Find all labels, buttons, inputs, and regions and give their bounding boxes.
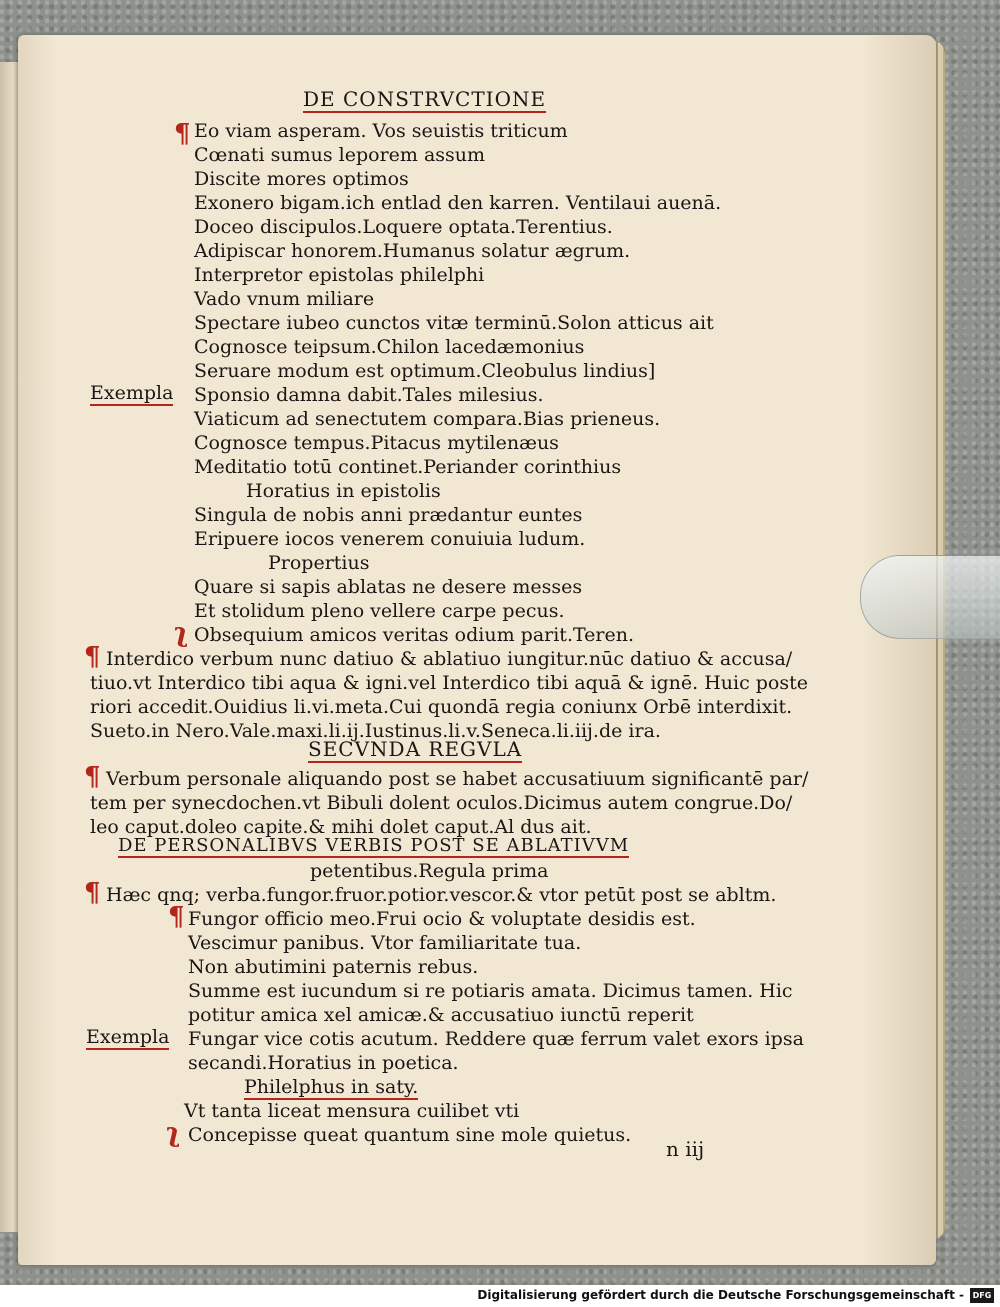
text-line: Seruare modum est optimum.Cleobulus lindius] bbox=[194, 360, 656, 382]
dfg-logo: DFG bbox=[970, 1288, 994, 1303]
text-line: Et stolidum pleno vellere carpe pecus. bbox=[194, 600, 565, 622]
text-line: Quare si sapis ablatas ne desere messes bbox=[194, 576, 583, 598]
source-heading bbox=[244, 1075, 418, 1099]
rubric-mark: ¶ bbox=[174, 119, 191, 149]
rubric-mark: ¶ bbox=[84, 762, 101, 792]
page-clip bbox=[860, 555, 1000, 639]
footer-bar bbox=[0, 1285, 1000, 1307]
text-line: Interpretor epistolas philelphi bbox=[194, 264, 485, 286]
text-line: Fungar vice cotis acutum. Reddere quæ ferrum valet exors ipsa bbox=[188, 1028, 804, 1050]
section-subheading: petentibus.Regula prima bbox=[310, 860, 549, 882]
paragraph-line: Interdico verbum nunc datiuo & ablatiuo iungitur.nūc datiuo & accusa/ bbox=[106, 648, 793, 670]
text-line: Non abutimini paternis rebus. bbox=[188, 956, 479, 978]
text-line: Spectare iubeo cunctos vitæ terminū.Solon atticus ait bbox=[194, 312, 714, 334]
text-line: Sponsio damna dabit.Tales milesius. bbox=[194, 384, 544, 406]
text-line: Eripuere iocos venerem conuiuia ludum. bbox=[194, 528, 586, 550]
text-line: Singula de nobis anni prædantur euntes bbox=[194, 504, 583, 526]
text-line: Exonero bigam.ich entlad den karren. Ventilaui auenā. bbox=[194, 192, 722, 214]
paragraph-line: riori accedit.Ouidius li.vi.meta.Cui quondā regia coniunx Orbē interdixit. bbox=[90, 696, 793, 718]
text-line: Vado vnum miliare bbox=[194, 288, 375, 310]
margin-label-exempla: Exempla bbox=[90, 382, 174, 404]
text-line: Adipiscar honorem.Humanus solatur ægrum. bbox=[194, 240, 631, 262]
page-heading bbox=[303, 87, 546, 111]
paragraph-line: tiuo.vt Interdico tibi aqua & igni.vel Interdico tibi aquā & ignē. Huic poste bbox=[90, 672, 808, 694]
text-line: Discite mores optimos bbox=[194, 168, 409, 190]
text-line: secandi.Horatius in poetica. bbox=[188, 1052, 459, 1074]
paragraph-line: Sueto.in Nero.Vale.maxi.li.ij.Iustinus.li.v.Seneca.li.iij.de ira. bbox=[90, 720, 661, 742]
paragraph-line: tem per synecdochen.vt Bibuli dolent oculos.Dicimus autem congrue.Do/ bbox=[90, 792, 793, 814]
book-page bbox=[18, 35, 936, 1265]
text-line: Vescimur panibus. Vtor familiaritate tua. bbox=[188, 932, 582, 954]
rubric-mark: ¶ bbox=[84, 642, 101, 672]
text-line: Meditatio totū continet.Periander corinthius bbox=[194, 456, 622, 478]
page-heading-text: DE CONSTRVCTIONE bbox=[303, 87, 547, 111]
rubric-mark: ¶ bbox=[168, 902, 185, 932]
text-line: Eo viam asperam. Vos seuistis triticum bbox=[194, 120, 568, 142]
paragraph-line: Hæc qnq; verba.fungor.fruor.potior.vescor.& vtor petūt post se abltm. bbox=[106, 884, 777, 906]
text-line: Concepisse queat quantum sine mole quietus. bbox=[188, 1124, 632, 1146]
text-line: Vt tanta liceat mensura cuilibet vti bbox=[184, 1100, 520, 1122]
section-heading-text: DE PERSONALIBVS VERBIS POST SE ABLATIVVM bbox=[118, 835, 630, 856]
paragraph-line: Verbum personale aliquando post se habet accusatiuum significantē par/ bbox=[106, 768, 809, 790]
section-heading-text: SECVNDA REGVLA bbox=[308, 737, 523, 761]
rubric-mark: ¶ bbox=[84, 878, 101, 908]
text-line: Cognosce teipsum.Chilon lacedæmonius bbox=[194, 336, 585, 358]
text-line: Obsequium amicos veritas odium parit.Teren. bbox=[194, 624, 635, 646]
text-line: Cœnati sumus leporem assum bbox=[194, 144, 486, 166]
text-line: Doceo discipulos.Loquere optata.Terentius. bbox=[194, 216, 613, 238]
source-heading-text: Philelphus in saty. bbox=[244, 1076, 419, 1098]
rubric-mark: ʅ bbox=[174, 618, 189, 648]
section-heading-personalibus bbox=[118, 835, 629, 856]
paragraph-line: leo caput.doleo capite.& mihi dolet caput.Al dus ait. bbox=[90, 816, 592, 838]
section-heading-secunda bbox=[308, 737, 522, 761]
signature-mark: n iij bbox=[666, 1137, 705, 1161]
text-line: potitur amica xel amicæ.& accusatiuo iunctū reperit bbox=[188, 1004, 694, 1026]
source-heading: Horatius in epistolis bbox=[246, 480, 441, 502]
text-line: Fungor officio meo.Frui ocio & voluptate desidis est. bbox=[188, 908, 696, 930]
funding-credit: Digitalisierung gefördert durch die Deutsche Forschungsgemeinschaft - bbox=[477, 1288, 964, 1302]
source-heading: Propertius bbox=[268, 552, 370, 574]
rubric-mark: ʅ bbox=[166, 1118, 181, 1148]
text-line: Viaticum ad senectutem compara.Bias prieneus. bbox=[194, 408, 661, 430]
text-line: Summe est iucundum si re potiaris amata. Dicimus tamen. Hic bbox=[188, 980, 793, 1002]
margin-label-exempla: Exempla bbox=[86, 1026, 170, 1048]
text-line: Cognosce tempus.Pitacus mytilenæus bbox=[194, 432, 559, 454]
